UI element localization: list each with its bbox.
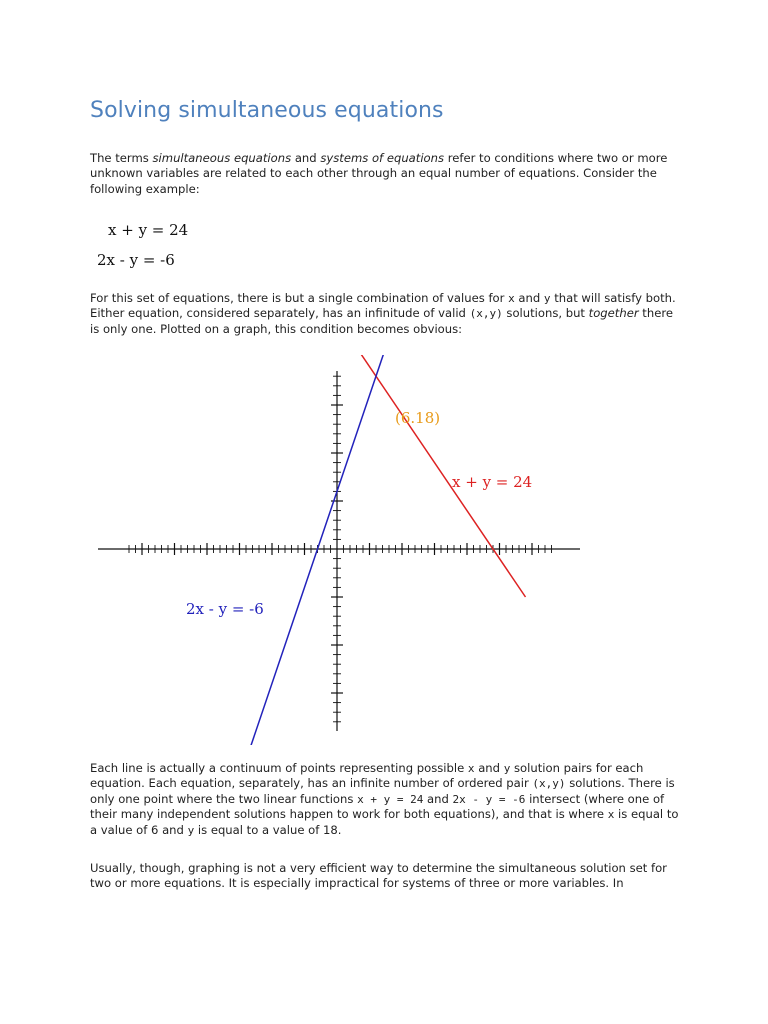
explanation-paragraph: For this set of equations, there is but a single combination of values for x and y that will satisfy both. Either equation, considered separately, has an infinitude of valid (x,y) solutions, but together there is only one. Plotted on a graph, this condition becomes obvious: <box>90 291 676 336</box>
graphing-paragraph: Usually, though, graphing is not a very efficient way to determine the simultaneous solution set for two or more equations. It is especially impractical for systems of three or more variables. In <box>90 861 667 891</box>
equation-1: x + y = 24 <box>108 221 189 239</box>
equation-2: 2x - y = -6 <box>97 251 175 269</box>
line-label-2x-minus-y: 2x - y = -6 <box>186 600 264 618</box>
line-label-x-plus-y: x + y = 24 <box>452 473 533 491</box>
line-2x-minus-y <box>233 355 402 745</box>
intro-paragraph: The terms simultaneous equations and systems of equations refer to conditions where two or more unknown variables are related to each other through an equal number of equations. Consider the following example: <box>90 151 668 196</box>
page-title: Solving simultaneous equations <box>90 98 444 123</box>
equation-graph <box>0 355 768 745</box>
continuum-paragraph: Each line is actually a continuum of points representing possible x and y solution pairs for each equation. Each equation, separately, has an infinite number of ordered pair (x,y) solutions. There is only one point where the two linear functions x + y = 24 and 2x - y = -6 intersect (where one of their many independent solutions happen to work for both equations), and that is where x is equal to a value of 6 and y is equal to a value of 18. <box>90 761 679 837</box>
intersection-label: (6.18) <box>395 409 441 427</box>
